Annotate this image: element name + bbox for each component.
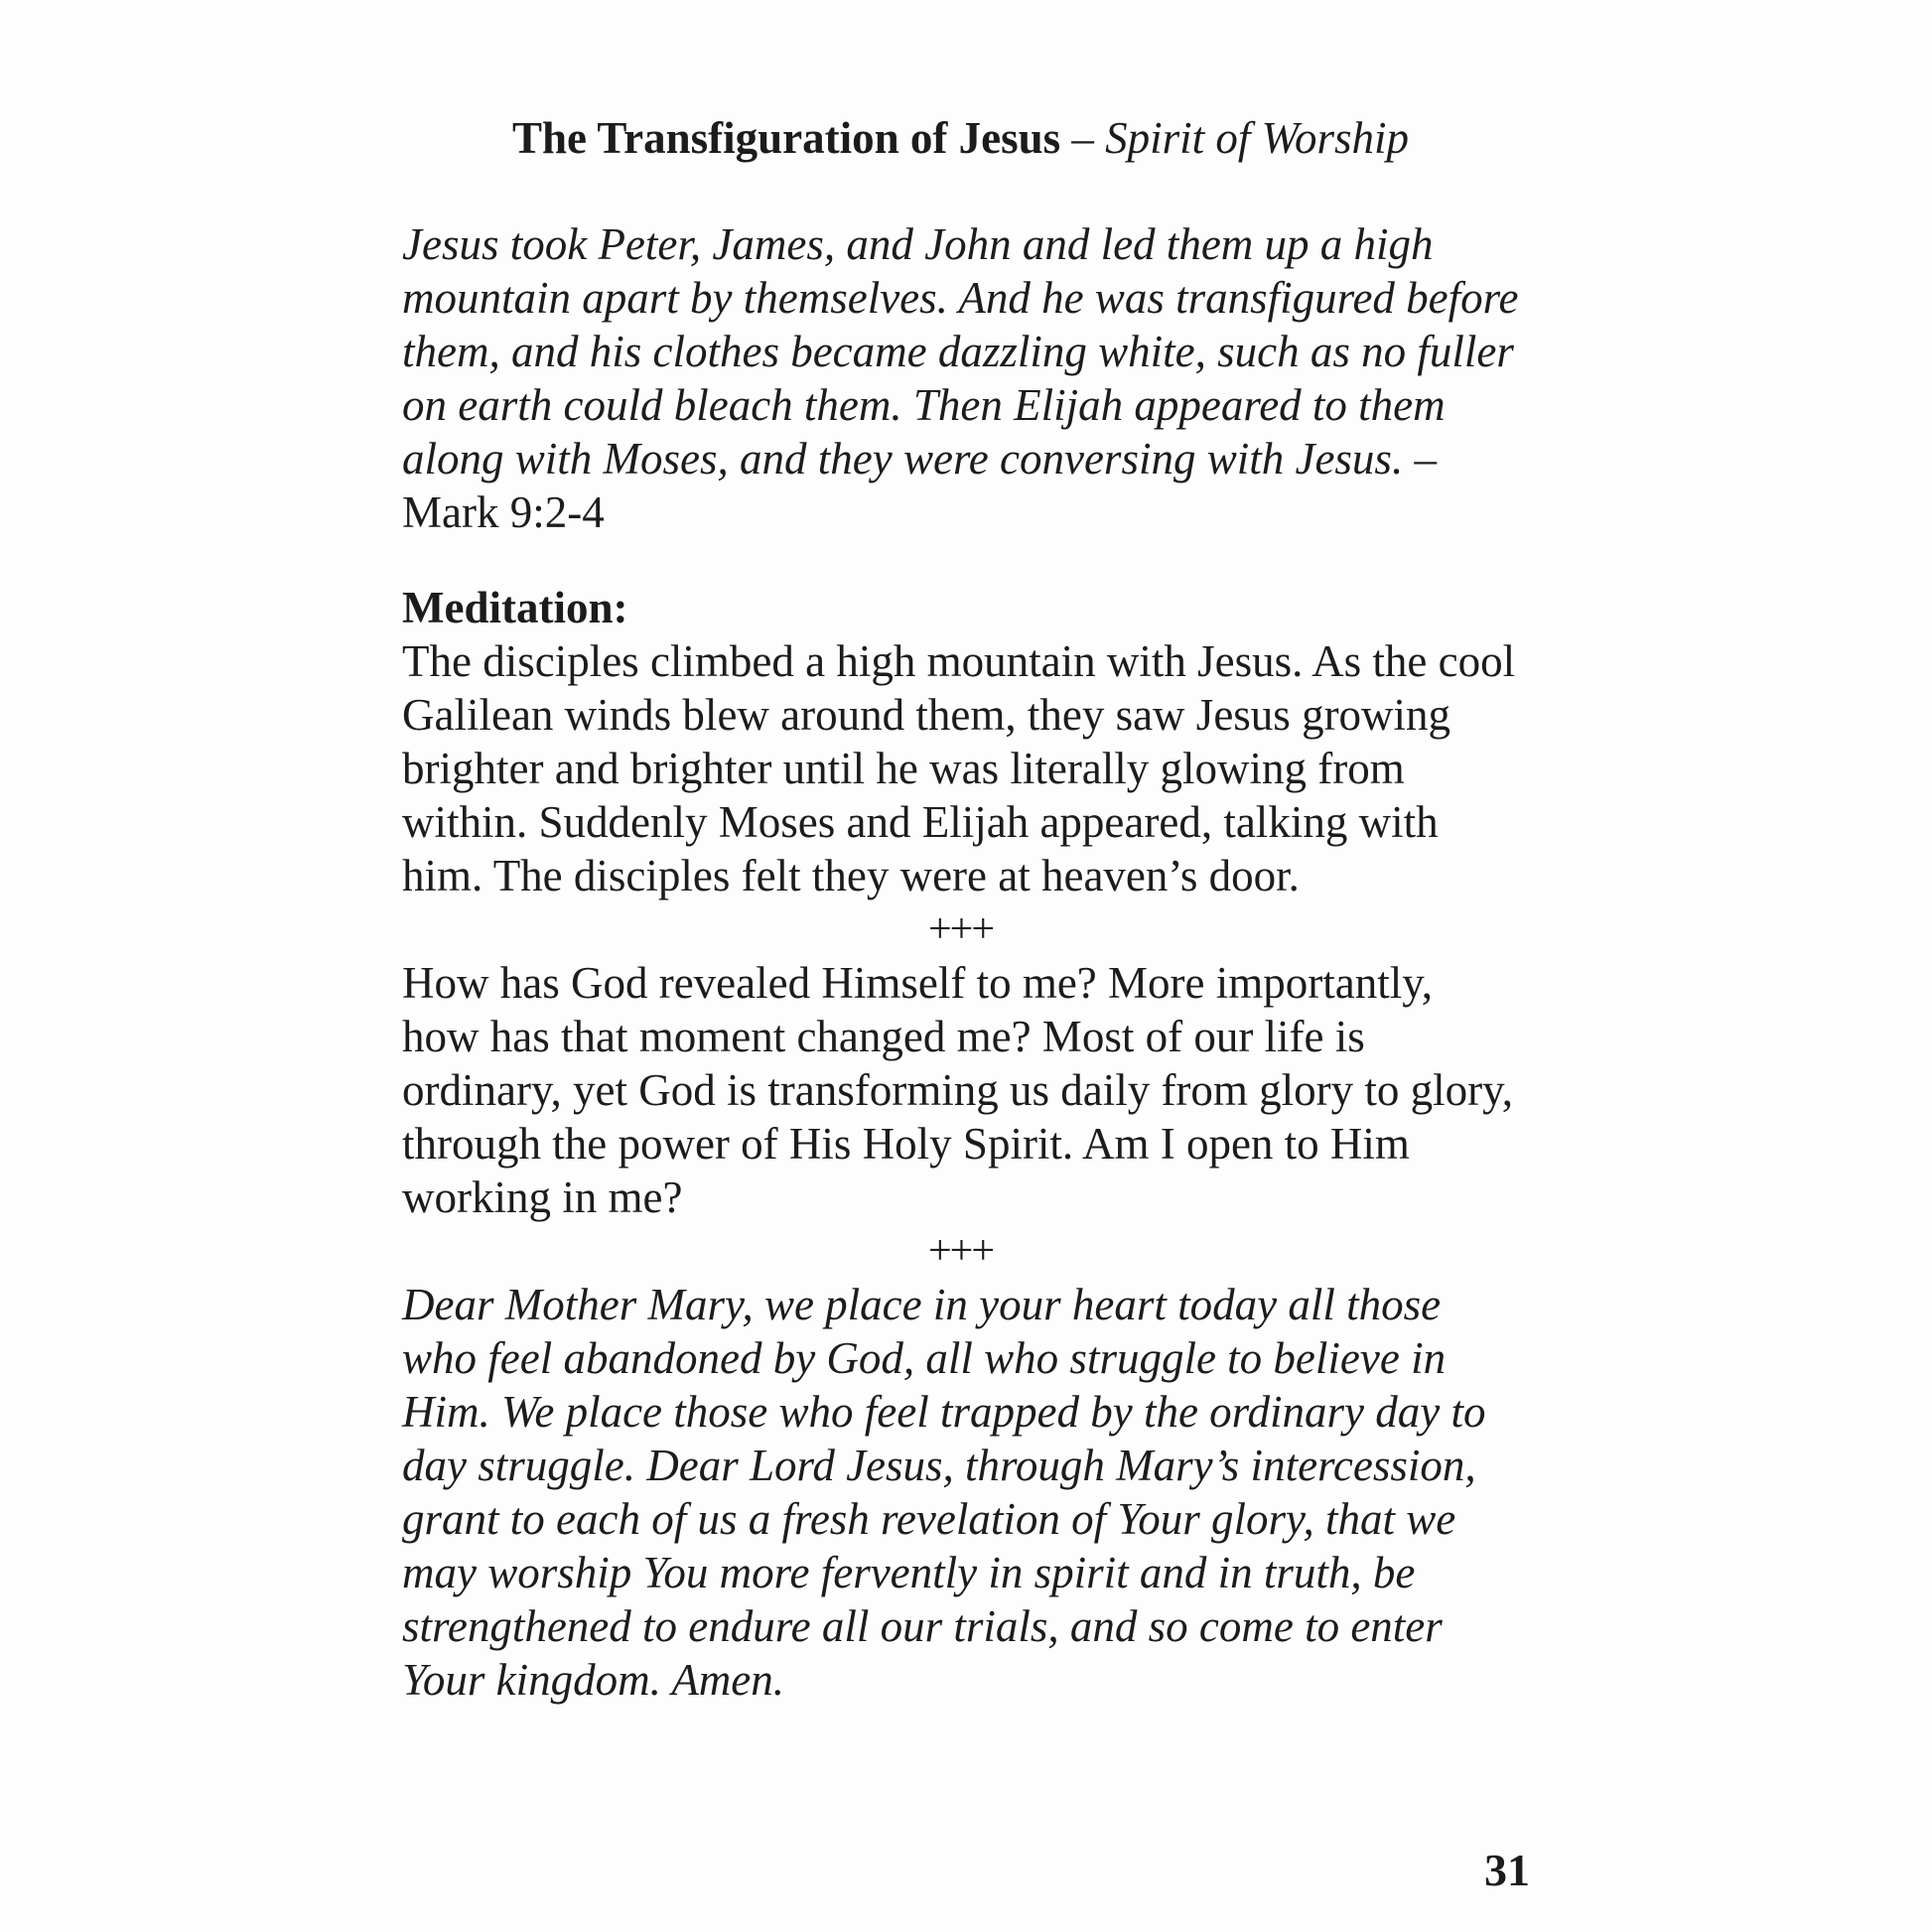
prayer-text: Dear Mother Mary, we place in your heart today all those who feel abandoned by God, all who struggle to believe in Him. We place those who feel trapped by the ordinary day to day struggle. Dear Lord Jesus, through Mary’s intercession, grant to each of us a fresh revelation of Your glory, that we may worship You more fervently in spirit and in truth, be strengthened to endure all our trials, and so come to enter Your kingdom. Amen. xyxy=(402,1280,1486,1705)
page-number: 31 xyxy=(1484,1845,1530,1895)
scripture-attribution: – Mark 9:2-4 xyxy=(402,434,1437,537)
cross-separator-2: +++ xyxy=(927,1228,994,1274)
page-title-main: The Transfiguration of Jesus xyxy=(511,113,1061,163)
scripture-quote xyxy=(402,217,1519,539)
scripture-quote-text: Jesus took Peter, James, and John and led them up a high mountain apart by themselves. And he was transfigured before them, and his clothes became dazzling white, such as no fuller on earth could bleach them. Then Elijah appeared to them along with Moses, and they were conversing with Jesus. xyxy=(402,219,1519,483)
meditation-paragraph-2: How has God revealed Himself to me? More importantly, how has that moment changed me? Most of our life is ordinary, yet God is transforming us daily from glory to glory, through the power of His Holy Spirit. Am I open to Him working in me? xyxy=(402,958,1513,1222)
meditation-heading: Meditation: xyxy=(402,583,628,632)
page-title-separator: – xyxy=(1060,113,1106,163)
page-title xyxy=(402,111,1519,165)
page-title-subtitle: Spirit of Worship xyxy=(1105,113,1410,163)
meditation-paragraph-1: The disciples climbed a high mountain with Jesus. As the cool Galilean winds blew around them, they saw Jesus growing brighter and brighter until he was literally glowing from within. Suddenly Moses and Elijah appeared, talking with him. The disciples felt they were at heaven’s door. xyxy=(402,636,1516,900)
page-content xyxy=(402,111,1519,1707)
cross-separator-1: +++ xyxy=(927,906,994,952)
